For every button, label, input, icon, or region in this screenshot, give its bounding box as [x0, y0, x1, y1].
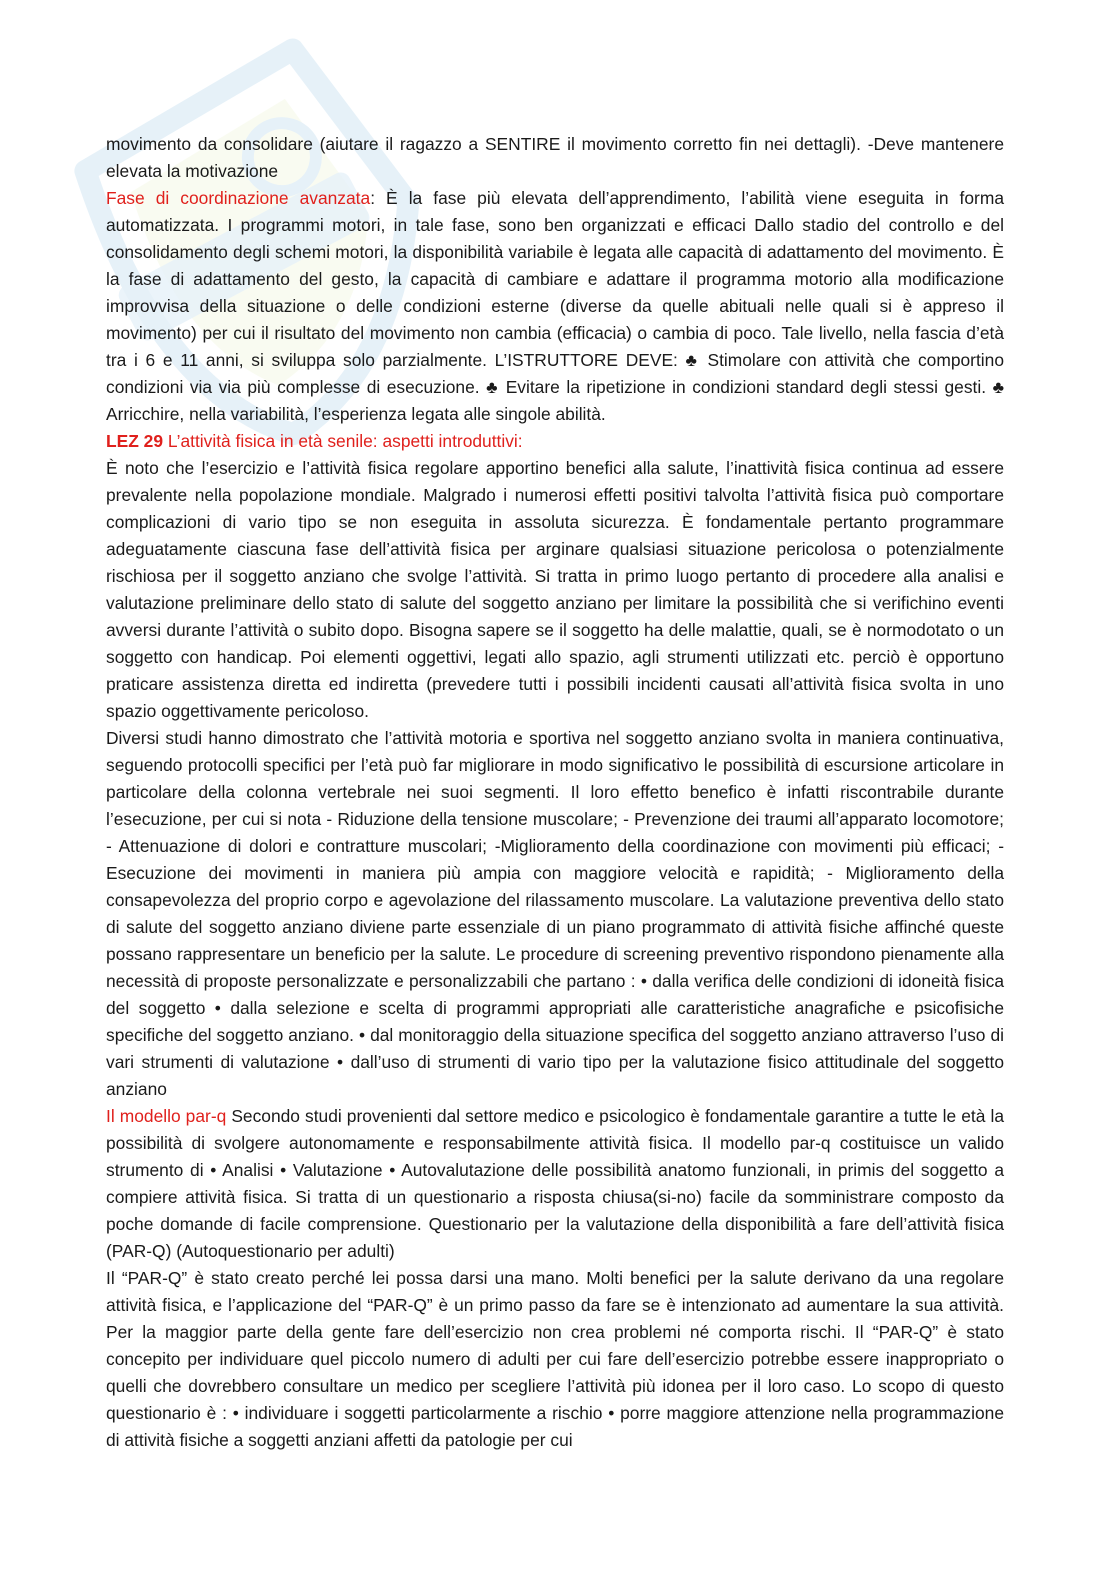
document-body: [106, 131, 1004, 1454]
paragraph-studies: Diversi studi hanno dimostrato che l’attività motoria e sportiva nel soggetto anziano svolta in maniera continuativa, seguendo protocolli specifici per l’età può far migliorare in modo significativo le possibilità di escursione articolare in particolare della colonna vertebrale nei suoi segmenti. Il loro effetto benefico è infatti riscontrabile durante l’esecuzione, per cui si nota - Riduzione della tensione muscolare; - Prevenzione dei traumi all’apparato locomotore; - Attenuazione di dolori e contratture muscolari; -Miglioramento della coordinazione con movimenti più efficaci; - Esecuzione dei movimenti in maniera più ampia con maggiore velocità e rapidità; - Miglioramento della consapevolezza del proprio corpo e agevolazione del rilassamento muscolare. La valutazione preventiva dello stato di salute del soggetto anziano diviene parte essenziale di un piano programmato di attività fisiche affinché queste possano rappresentare un beneficio per la salute. Le procedure di screening preventivo rispondono pienamente alla necessità di proposte personalizzate e personalizzabili che partano : • dalla verifica delle condizioni di idoneità fisica del soggetto • dalla selezione e scelta di programmi appropriati alle caratteristiche anagrafiche e psicofisiche specifiche del soggetto anziano. • dal monitoraggio della situazione specifica del soggetto anziano attraverso l’uso di vari strumenti di valutazione • dall’uso di strumenti di vario tipo per la valutazione fisico attitudinale del soggetto anziano: [106, 728, 1004, 1099]
lesson-heading: [106, 428, 1004, 455]
advanced-coordination-text: : È la fase più elevata dell’apprendimento, l’abilità viene eseguita in forma automatizzata. I programmi motori, in tale fase, sono ben organizzati e efficaci Dallo stadio del controllo e del consolidamento degli schemi motori, la disponibilità variabile è legata alle capacità di adattamento del movimento. È la fase di adattamento del gesto, la capacità di cambiare e adattare il programma motorio alla modificazione improvvisa della situazione o delle condizioni esterne (diverse da quelle abituali nelle quali si è appreso il movimento) per cui il risultato del movimento non cambia (efficacia) o cambia di poco. Tale livello, nella fascia d’età tra i 6 e 11 anni, si sviluppa solo parzialmente. L’ISTRUTTORE DEVE: ♣ Stimolare con attività che comportino condizioni via via più complesse di esecuzione. ♣ Evitare la ripetizione in condizioni standard degli stessi gesti. ♣ Arricchire, nella variabilità, l’esperienza legata alle singole abilità.: [106, 188, 1004, 424]
heading-par-q-model: Il modello par-q: [106, 1106, 227, 1126]
paragraph-par-q-model: [106, 1103, 1004, 1265]
paragraph-elderly-activity: È noto che l’esercizio e l’attività fisica regolare apportino benefici alla salute, l’inattività fisica continua ad essere prevalente nella popolazione mondiale. Malgrado i numerosi effetti positivi talvolta l’attività fisica può comportare complicazioni di vario tipo se non eseguita in assoluta sicurezza. È fondamentale pertanto programmare adeguatamente ciascuna fase dell’attività fisica per arginare qualsiasi situazione pericolosa o potenzialmente rischiosa per il soggetto anziano che svolge l’attività. Si tratta in primo luogo pertanto di procedere alla analisi e valutazione preliminare dello stato di salute del soggetto anziano per limitare la possibilità che si verifichino eventi avversi durante l’attività o subito dopo. Bisogna sapere se il soggetto ha delle malattie, quali, se è normodotato o un soggetto con handicap. Poi elementi oggettivi, legati allo spazio, agli strumenti utilizzati etc. perciò è opportuno praticare assistenza diretta ed indiretta (prevedere tutti i possibili incidenti causati all’attività fisica svolta in uno spazio oggettivamente pericoloso.: [106, 458, 1004, 721]
paragraph-advanced-coordination: [106, 185, 1004, 428]
paragraph-consolidation: movimento da consolidare (aiutare il ragazzo a SENTIRE il movimento corretto fin nei dettagli). -Deve mantenere elevata la motivazione: [106, 134, 1004, 181]
paragraph-par-q-purpose: Il “PAR-Q” è stato creato perché lei possa darsi una mano. Molti benefici per la salute derivano da una regolare attività fisica, e l’applicazione del “PAR-Q” è un primo passo da fare se è intenzionato ad aumentare la sua attività. Per la maggior parte della gente fare dell’esercizio non crea problemi né comporta rischi. Il “PAR-Q” è stato concepito per individuare quel piccolo numero di adulti per cui fare dell’esercizio potrebbe essere inappropriato o quelli che dovrebbero consultare un medico per scegliere l’attività più idonea per il loro caso. Lo scopo di questo questionario è : • individuare i soggetti particolarmente a rischio • porre maggiore attenzione nella programmazione di attività fisiche a soggetti anziani affetti da patologie per cui: [106, 1268, 1004, 1450]
lesson-title: L’attività fisica in età senile: aspetti introduttivi:: [163, 431, 523, 451]
lesson-number: LEZ 29: [106, 431, 164, 451]
heading-advanced-coordination: Fase di coordinazione avanzata: [106, 188, 371, 208]
par-q-model-text: Secondo studi provenienti dal settore medico e psicologico è fondamentale garantire a tutte le età la possibilità di svolgere autonomamente e responsabilmente attività fisica. Il modello par-q costituisce un valido strumento di • Analisi • Valutazione • Autovalutazione delle possibilità anatomo funzionali, in primis del soggetto a compiere attività fisica. Si tratta di un questionario a risposta chiusa(si-no) facile da somministrare composto da poche domande di facile comprensione. Questionario per la valutazione della disponibilità a fare dell’attività fisica (PAR-Q) (Autoquestionario per adulti): [106, 1106, 1004, 1261]
